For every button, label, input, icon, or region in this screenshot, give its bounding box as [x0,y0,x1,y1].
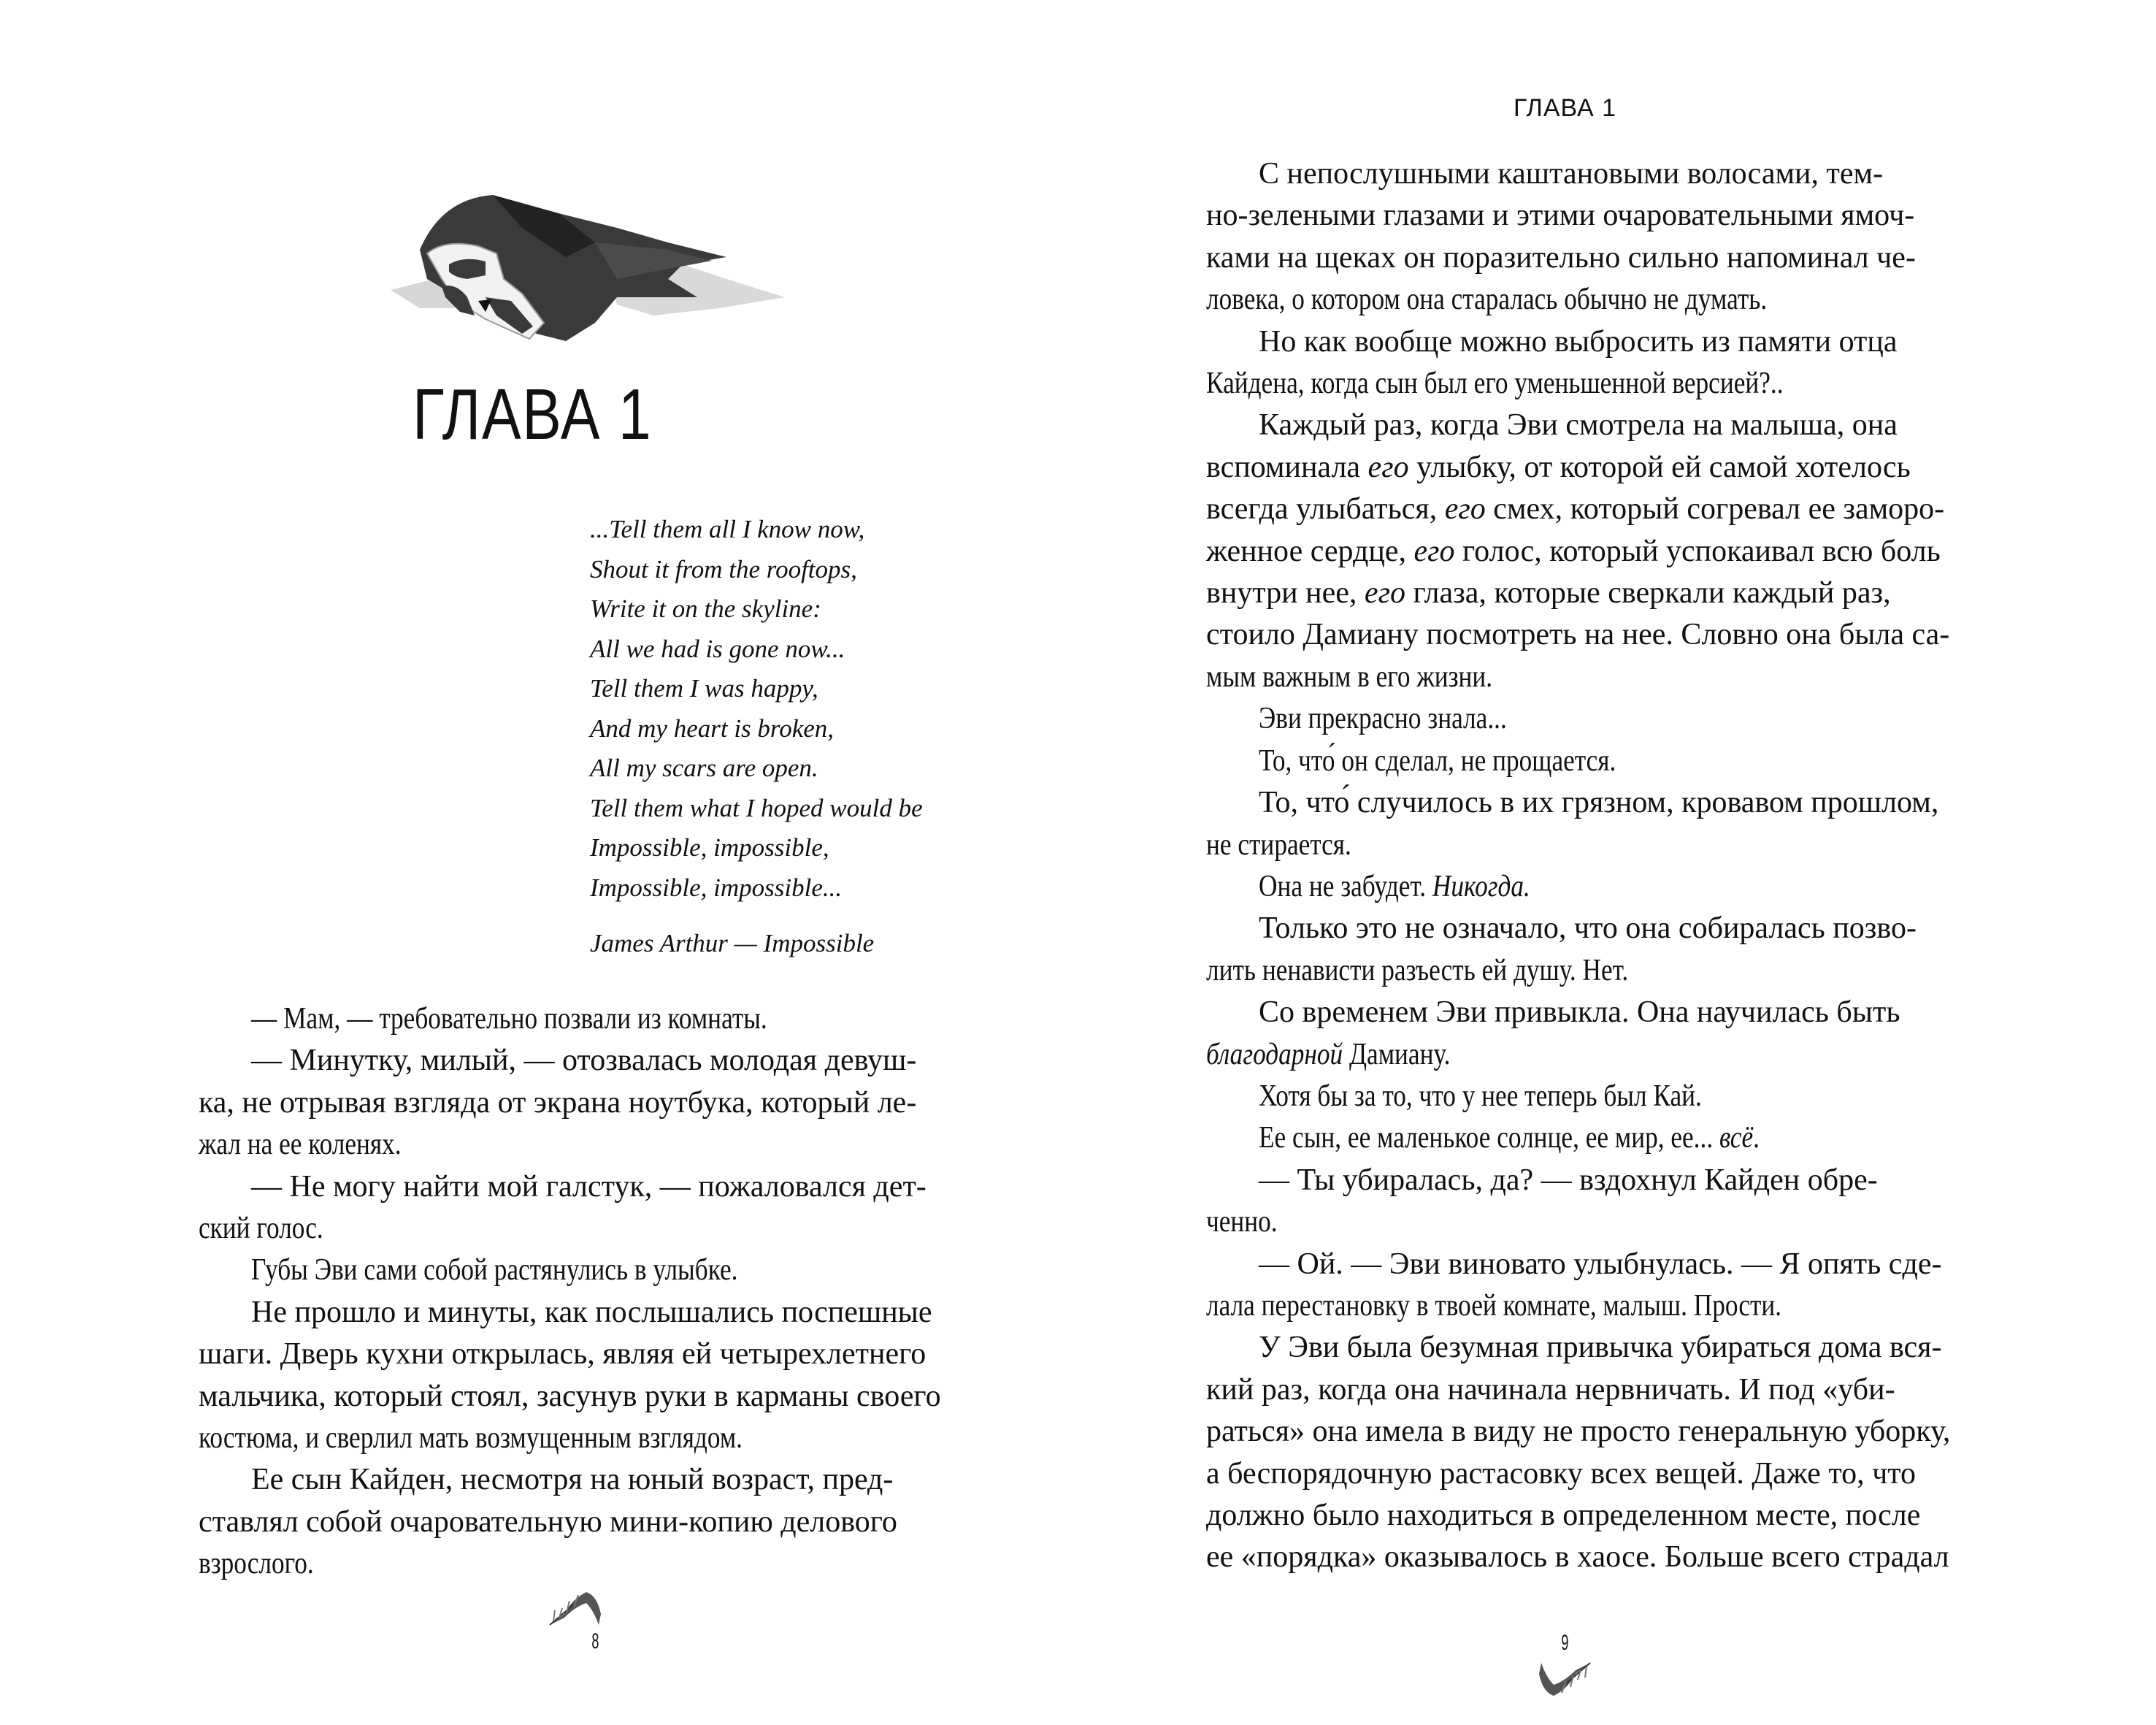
left-body-text [199,998,956,1586]
text-line: ее «порядка» оказывалось в хаосе. Больше всего страдал [1206,1540,1949,1575]
text-line: лала перестановку в твоей комнате, малыш. Прости. [1206,1288,1782,1323]
text-line: костюма, и сверлил мать возмущенным взглядом. [199,1421,743,1456]
text-line: вспоминала его улыбку, от которой ей самой хотелось [1206,450,1911,484]
epigraph-line: And my heart is broken, [590,714,835,743]
text-line: — Ты убиралась, да? — вздохнул Кайден обре- [1259,1163,1878,1197]
text-line: — Ой. — Эви виновато улыбнулась. — Я опять сде- [1259,1247,1942,1281]
epigraph-line: Impossible, impossible... [590,873,843,902]
text-line: должно было находиться в определенном месте, после [1206,1499,1921,1532]
text-line: Эви прекрасно знала... [1259,702,1507,736]
epigraph-line: Write it on the skyline: [590,594,821,623]
text-line: стоило Дамиану посмотреть на нее. Словно она была са- [1206,618,1950,652]
right-body-text [1206,153,2017,1579]
text-line: — Не могу найти мой галстук, — пожаловался дет- [251,1169,927,1204]
text-line: Каждый раз, когда Эви смотрела на малыша, она [1259,408,1898,443]
text-line: не стирается. [1206,827,1351,862]
text-line: всегда улыбаться, его смех, который согревал ее заморо- [1206,492,1945,527]
text-line: ками на щеках он поразительно сильно напоминал че- [1206,240,1916,275]
epigraph-line: Impossible, impossible, [590,833,829,862]
text-line: шаги. Дверь кухни открылась, являя ей четырехлетнего [199,1337,927,1372]
page-number: 8 [591,1629,599,1653]
text-line: ченно. [1206,1205,1278,1239]
text-line: раться» она имела в виду не просто генеральную уборку, [1206,1415,1951,1449]
text-line: — Мам, — требовательно позвали из комнаты. [251,1002,767,1036]
text-line: кий раз, когда она начинала нервничать. И под «уби- [1206,1372,1895,1407]
epigraph-attribution: James Arthur — Impossible [590,929,875,957]
text-line: Она не забудет. Никогда. [1259,869,1530,903]
text-line: мым важным в его жизни. [1206,659,1493,694]
text-line: То, что́ случилось в их грязном, кровавом прошлом, [1259,786,1939,820]
text-line: Не прошло и минуты, как послышались поспешные [251,1295,932,1329]
text-line: ка, не отрывая взгляда от экрана ноутбука, который ле- [199,1085,917,1120]
text-line: Но как вообще можно выбросить из памяти отца [1259,324,1898,359]
running-head: ГЛАВА 1 [1514,94,1617,122]
text-line: ловека, о котором она старалась обычно не думать. [1206,283,1768,317]
epigraph-line: Tell them what I hoped would be [590,793,923,822]
text-line: Со временем Эви привыкла. Она научилась быть [1259,995,1900,1030]
ghostface-mask-icon [376,169,799,348]
text-line: Губы Эви сами собой растянулись в улыбке. [251,1253,738,1288]
text-line: взрослого. [199,1547,314,1581]
epigraph-line: All we had is gone now... [590,634,845,663]
page-number: 9 [1561,1631,1569,1655]
chapter-title: ГЛАВА 1 [413,374,653,454]
epigraph-line: All my scars are open. [590,754,818,782]
text-line: ставлял собой очаровательную мини-копию делового [199,1504,897,1539]
text-line: То, что́ он сделал, не прощается. [1259,743,1616,778]
text-line: мальчика, который стоял, засунув руки в карманы своего [199,1379,941,1413]
text-line: С непослушными каштановыми волосами, тем- [1259,157,1884,191]
text-line: но-зелеными глазами и этими очаровательными ямоч- [1206,199,1915,233]
feather-ornament-icon [546,1585,605,1629]
epigraph-line: ...Tell them all I know now, [590,515,865,543]
text-line: Хотя бы за то, что у нее теперь был Кай. [1259,1079,1702,1113]
text-line: У Эви была безумная привычка убираться дома вся- [1259,1331,1942,1365]
text-line: Ее сын Кайден, несмотря на юный возраст, пред- [251,1463,894,1497]
text-line: Только это не означало, что она собиралась позво- [1259,911,1917,946]
text-line: — Минутку, милый, — отозвалась молодая девуш- [251,1044,917,1078]
text-line: а беспорядочную растасовку всех вещей. Даже то, что [1206,1456,1917,1491]
text-line: ский голос. [199,1212,323,1246]
text-line: жал на ее коленях. [199,1128,402,1162]
text-line: внутри нее, его глаза, которые сверкали каждый раз, [1206,576,1891,611]
feather-ornament-icon [1535,1659,1594,1703]
epigraph-line: Shout it from the rooftops, [590,554,857,584]
epigraph [590,510,923,964]
epigraph-line: Tell them I was happy, [590,674,818,703]
text-line: Кайдена, когда сын был его уменьшенной версией?.. [1206,367,1784,401]
text-line: женное сердце, его голос, который успокаивал всю боль [1206,534,1941,568]
text-line: Ее сын, ее маленькое солнце, ее мир, ее... всё. [1259,1121,1760,1155]
text-line: лить ненависти разъесть ей душу. Нет. [1206,953,1629,987]
text-line: благодарной Дамиану. [1206,1037,1451,1071]
